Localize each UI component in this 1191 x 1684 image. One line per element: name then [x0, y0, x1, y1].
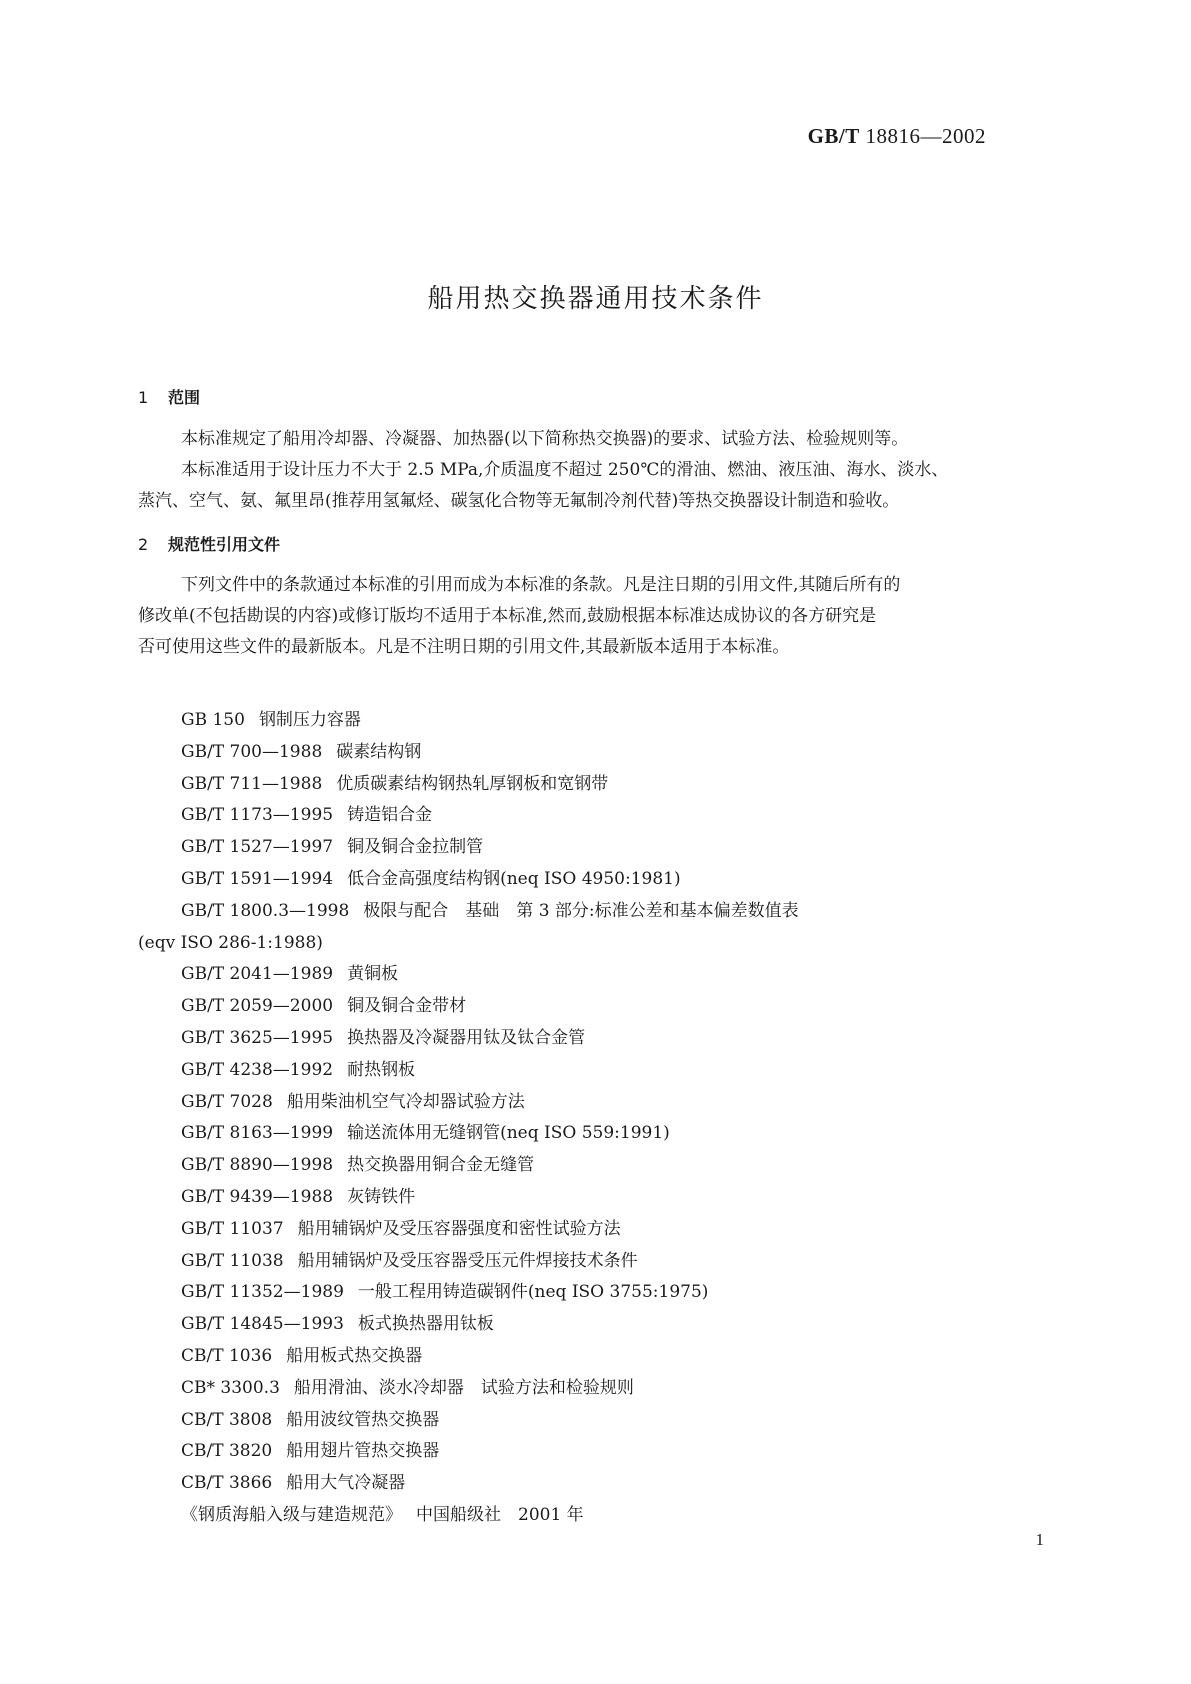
reference-code: GB 150 [181, 710, 245, 730]
reference-item [181, 1309, 799, 1341]
reference-code: GB/T 11037 [181, 1218, 284, 1239]
reference-code: CB* 3300.3 [181, 1377, 280, 1398]
reference-code: CB/T 3808 [181, 1409, 273, 1430]
reference-code: CB/T 3866 [181, 1473, 273, 1494]
reference-item [181, 1373, 799, 1405]
reference-item [181, 1118, 799, 1150]
reference-title: 铜及铜合金拉制管 [347, 837, 484, 858]
reference-title: 碳素结构钢 [336, 741, 422, 762]
standard-code [808, 124, 986, 149]
reference-title: 钢制压力容器 [258, 710, 361, 730]
section-1-number: 1 [138, 388, 149, 407]
reference-code: GB/T 14845—1993 [181, 1314, 344, 1335]
reference-title: 船用板式热交换器 [286, 1345, 423, 1366]
section-1-heading [138, 385, 200, 408]
reference-title: 换热器及冷凝器用钛及钛合金管 [347, 1027, 586, 1048]
reference-item [181, 1023, 799, 1055]
reference-item [181, 1214, 799, 1246]
reference-code: GB/T 1800.3—1998 [181, 900, 350, 921]
reference-title: 热交换器用铜合金无缝管 [347, 1155, 535, 1176]
reference-code: GB/T 11352—1989 [181, 1282, 344, 1303]
reference-item [181, 1436, 799, 1468]
reference-code: GB/T 11038 [181, 1250, 284, 1271]
reference-item [181, 991, 799, 1023]
reference-title: 船用柴油机空气冷却器试验方法 [286, 1091, 525, 1112]
references-intro-line-1: 下列文件中的条款通过本标准的引用而成为本标准的条款。凡是注日期的引用文件,其随后所有的 [181, 575, 901, 595]
section-1-title: 范围 [168, 388, 201, 407]
reference-item [181, 832, 799, 864]
reference-title: 中国船级社 2001 年 [416, 1504, 584, 1525]
reference-title: 船用翅片管热交换器 [286, 1441, 440, 1462]
reference-list [138, 705, 799, 1532]
standard-code-prefix: GB/T [807, 124, 860, 148]
reference-title: 船用大气冷凝器 [286, 1473, 406, 1494]
scope-paragraph-1: 本标准规定了船用冷却器、冷凝器、加热器(以下简称热交换器)的要求、试验方法、检验规则等。 [181, 429, 909, 449]
reference-item [181, 1277, 799, 1309]
references-intro-line-3: 否可使用这些文件的最新版本。凡是不注明日期的引用文件,其最新版本适用于本标准。 [138, 637, 790, 657]
reference-code: GB/T 700—1988 [181, 741, 323, 762]
reference-title: 船用滑油、淡水冷却器 试验方法和检验规则 [293, 1377, 634, 1398]
reference-title: 极限与配合 基础 第 3 部分:标准公差和基本偏差数值表 [363, 900, 799, 921]
section-2-heading [138, 532, 280, 555]
reference-item [181, 1246, 799, 1278]
standard-code-number: 18816—2002 [859, 124, 986, 148]
reference-code: GB/T 1527—1997 [181, 837, 334, 858]
reference-title: 铜及铜合金带材 [347, 996, 467, 1017]
reference-code: GB/T 9439—1988 [181, 1186, 334, 1207]
reference-title: 灰铸铁件 [347, 1186, 416, 1207]
reference-title: 优质碳素结构钢热轧厚钢板和宽钢带 [336, 773, 609, 794]
reference-item [181, 959, 799, 991]
reference-item [181, 1500, 799, 1532]
reference-title: 输送流体用无缝钢管(neq ISO 559:1991) [347, 1123, 670, 1144]
reference-title: 铸造铝合金 [347, 805, 433, 826]
reference-code: GB/T 1591—1994 [181, 868, 334, 889]
reference-item [181, 737, 799, 769]
reference-code: GB/T 8890—1998 [181, 1155, 334, 1176]
section-2-intro [138, 570, 1058, 663]
section-1-body [138, 424, 1058, 517]
section-2-number: 2 [138, 535, 149, 554]
reference-code: CB/T 1036 [181, 1345, 273, 1366]
reference-title: 低合金高强度结构钢(neq ISO 4950:1981) [347, 868, 681, 889]
section-2-title: 规范性引用文件 [168, 535, 281, 554]
reference-item [181, 896, 799, 928]
reference-item [181, 1087, 799, 1119]
reference-title: 一般工程用铸造碳钢件(neq ISO 3755:1975) [357, 1282, 709, 1303]
reference-title: 船用波纹管热交换器 [286, 1409, 440, 1430]
reference-item [181, 864, 799, 896]
reference-title: 船用辅锅炉及受压容器强度和密性试验方法 [297, 1218, 621, 1239]
reference-title: 板式换热器用钛板 [357, 1314, 494, 1335]
reference-title: 黄铜板 [347, 964, 399, 985]
document-title: 船用热交换器通用技术条件 [427, 284, 764, 314]
scope-paragraph-2-line-1: 本标准适用于设计压力不大于 2.5 MPa,介质温度不超过 250℃的滑油、燃油、液压油、海水、淡水、 [181, 460, 949, 480]
reference-code: GB/T 2041—1989 [181, 964, 334, 985]
reference-title: 耐热钢板 [347, 1059, 416, 1080]
scope-paragraph-2-line-2: 蒸汽、空气、氨、氟里昂(推荐用氢氟烃、碳氢化合物等无氟制冷剂代替)等热交换器设计制造和验收。 [138, 491, 900, 511]
reference-code: 《钢质海船入级与建造规范》 [181, 1504, 402, 1525]
reference-code: GB/T 7028 [181, 1091, 273, 1112]
reference-code: GB/T 3625—1995 [181, 1027, 334, 1048]
reference-code: CB/T 3820 [181, 1441, 273, 1462]
reference-code: GB/T 1173—1995 [181, 805, 334, 826]
reference-item [181, 1468, 799, 1500]
references-intro-line-2: 修改单(不包括勘误的内容)或修订版均不适用于本标准,然而,鼓励根据本标准达成协议的各方研究是 [138, 606, 877, 626]
reference-code: GB/T 711—1988 [181, 773, 323, 794]
page-number: 1 [1035, 1530, 1044, 1549]
reference-item [181, 1341, 799, 1373]
reference-item [181, 1182, 799, 1214]
reference-code: GB/T 4238—1992 [181, 1059, 334, 1080]
reference-item [181, 1150, 799, 1182]
reference-continuation: (eqv ISO 286-1:1988) [138, 932, 323, 953]
reference-title: 船用辅锅炉及受压容器受压元件焊接技术条件 [297, 1250, 638, 1271]
reference-code: GB/T 2059—2000 [181, 996, 334, 1017]
reference-item [181, 1055, 799, 1087]
reference-item [181, 1405, 799, 1437]
reference-item [181, 769, 799, 801]
reference-code: GB/T 8163—1999 [181, 1123, 334, 1144]
reference-item [181, 705, 799, 737]
reference-item [181, 800, 799, 832]
